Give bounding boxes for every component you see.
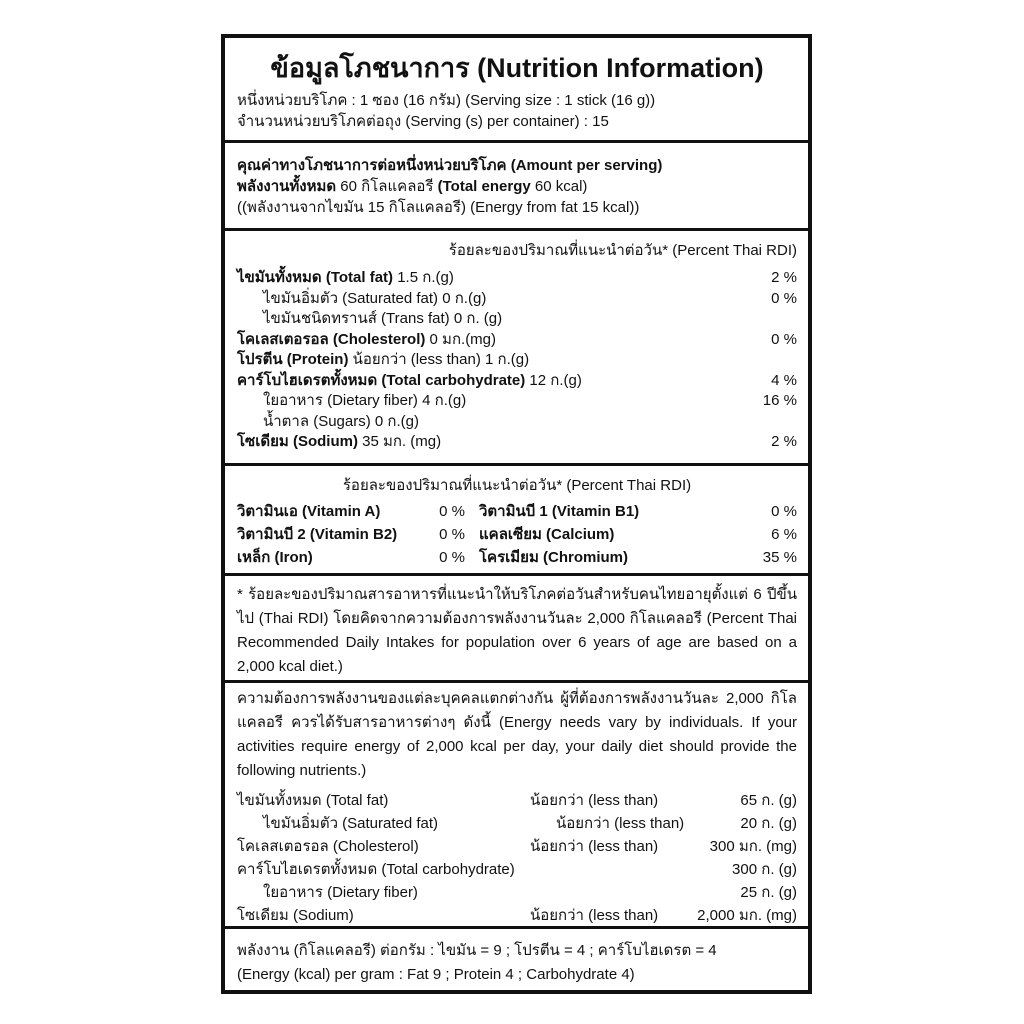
nutrient-rdi-percent: 4 % xyxy=(771,371,797,389)
vitamin-name: วิตามินบี 1 (Vitamin B1) xyxy=(479,503,640,520)
daily-need-name: ไขมันอิ่มตัว (Saturated fat) xyxy=(263,815,439,832)
nutrient-name: โปรตีน (Protein) น้อยกว่า (less than) 1 ก.(g) xyxy=(237,351,530,368)
nutrient-rdi-percent: 2 % xyxy=(771,433,797,450)
nutrient-row xyxy=(237,350,797,371)
daily-need-condition xyxy=(556,881,706,904)
daily-need-condition xyxy=(530,858,680,881)
vitamin-name: แคลเซียม (Calcium) xyxy=(479,526,615,543)
daily-need-name: คาร์โบไฮเดรตทั้งหมด (Total carbohydrate) xyxy=(237,861,515,878)
nutrient-name: โคเลสเตอรอล (Cholesterol) 0 มก.(mg) xyxy=(237,330,497,348)
header-section xyxy=(225,48,808,132)
nutrient-name: ไขมันอิ่มตัว (Saturated fat) 0 ก.(g) xyxy=(263,289,487,307)
daily-needs-list xyxy=(237,789,797,927)
daily-need-amount: 300 ก. (g) xyxy=(732,861,797,878)
nutrient-rdi-percent: 16 % xyxy=(762,392,797,409)
vitamin-percent: 6 % xyxy=(771,526,797,543)
serving-size: หนึ่งหน่วยบริโภค : 1 ซอง (16 กรัม) (Serving size : 1 stick (16 g)) xyxy=(237,92,656,109)
daily-needs-intro: ความต้องการพลังงานของแต่ละบุคคลแตกต่างกัน ผู้ที่ต้องการพลังงานวันละ 2,000 กิโลแคลอรี ควรได้รับสารอาหารต่างๆ ดังนี้ (Energy needs vary by individuals. If your activities require energy of 2,000 kcal per day, your daily diet should provide the following nutrients.) xyxy=(237,690,797,779)
vitamin-row xyxy=(237,500,797,523)
daily-need-amount: 2,000 มก. (mg) xyxy=(697,907,797,924)
nutrition-label-panel xyxy=(221,34,812,994)
amount-heading: คุณค่าทางโภชนาการต่อหนึ่งหน่วยบริโภค (Amount per serving) xyxy=(237,157,663,174)
nutrient-rdi-percent: 0 % xyxy=(771,289,797,307)
daily-need-row xyxy=(237,904,797,927)
daily-need-condition: น้อยกว่า (less than) xyxy=(530,907,659,924)
daily-need-row xyxy=(237,835,797,858)
nutrient-name: ไขมันชนิดทรานส์ (Trans fat) 0 ก. (g) xyxy=(263,310,503,327)
divider xyxy=(225,228,808,231)
rdi-header: ร้อยละของปริมาณที่แนะนำต่อวัน* (Percent Thai RDI) xyxy=(448,242,797,259)
total-energy: พลังงานทั้งหมด 60 กิโลแคลอรี (Total energy 60 kcal) xyxy=(237,178,588,195)
energy-per-gram-en: (Energy (kcal) per gram : Fat 9 ; Protein 4 ; Carbohydrate 4) xyxy=(237,966,635,983)
daily-need-amount: 25 ก. (g) xyxy=(740,884,797,901)
nutrient-rdi-percent: 0 % xyxy=(771,330,797,348)
daily-need-name: โซเดียม (Sodium) xyxy=(237,907,354,924)
vitamin-list xyxy=(237,500,797,569)
energy-per-gram-th: พลังงาน (กิโลแคลอรี) ต่อกรัม : ไขมัน = 9 ; โปรตีน = 4 ; คาร์โบไฮเดรต = 4 xyxy=(237,942,717,959)
nutrient-row xyxy=(237,309,797,330)
vitamin-row xyxy=(237,546,797,569)
daily-need-amount: 300 มก. (mg) xyxy=(709,838,797,855)
nutrient-name: คาร์โบไฮเดรตทั้งหมด (Total carbohydrate) 12 ก.(g) xyxy=(237,371,582,389)
divider xyxy=(225,680,808,683)
daily-need-row xyxy=(237,881,797,904)
servings-per-container: จำนวนหน่วยบริโภคต่อถุง (Serving (s) per container) : 15 xyxy=(237,113,609,130)
divider xyxy=(225,140,808,143)
nutrient-row xyxy=(237,371,797,392)
nutrient-rdi-percent: 2 % xyxy=(771,269,797,286)
daily-need-condition: น้อยกว่า (less than) xyxy=(556,815,685,832)
energy-per-gram-section xyxy=(225,939,808,987)
vitamin-name: วิตามินบี 2 (Vitamin B2) xyxy=(237,526,398,543)
nutrient-row xyxy=(237,268,797,289)
nutrient-row xyxy=(237,289,797,310)
nutrient-name: ไขมันทั้งหมด (Total fat) 1.5 ก.(g) xyxy=(237,269,454,286)
vitamin-name: วิตามินเอ (Vitamin A) xyxy=(237,503,381,520)
divider xyxy=(225,573,808,576)
daily-need-amount: 20 ก. (g) xyxy=(740,815,797,832)
vitamin-name: โครเมียม (Chromium) xyxy=(479,549,628,566)
daily-need-row xyxy=(237,812,797,835)
vitamin-percent: 0 % xyxy=(439,526,465,543)
nutrient-row xyxy=(237,432,797,453)
nutrient-row xyxy=(237,330,797,351)
nutrient-list xyxy=(237,268,797,453)
daily-need-condition: น้อยกว่า (less than) xyxy=(530,838,659,855)
daily-need-name: โคเลสเตอรอล (Cholesterol) xyxy=(237,838,419,855)
vitamin-percent: 0 % xyxy=(771,503,797,520)
nutrients-section xyxy=(225,240,808,453)
vitamin-name: เหล็ก (Iron) xyxy=(237,549,313,566)
daily-need-amount: 65 ก. (g) xyxy=(740,792,797,809)
daily-need-name: ใยอาหาร (Dietary fiber) xyxy=(263,884,418,901)
divider xyxy=(225,463,808,466)
vitamins-section xyxy=(225,475,808,569)
nutrient-row xyxy=(237,391,797,412)
footnote-section xyxy=(225,583,808,679)
rdi-footnote: * ร้อยละของปริมาณสารอาหารที่แนะนำให้บริโภคต่อวันสำหรับคนไทยอายุตั้งแต่ 6 ปีขึ้นไป (Thai RDI) โดยคิดจากความต้องการพลังงานวันละ 2,000 กิโลแคลอรี (Percent Thai Recommended Daily Intakes for population over 6 years of age are based on a 2,000 kcal diet.) xyxy=(237,586,797,675)
vitamin-row xyxy=(237,523,797,546)
energy-from-fat: ((พลังงานจากไขมัน 15 กิโลแคลอรี) (Energy from fat 15 kcal)) xyxy=(237,199,640,216)
vitamin-percent: 35 % xyxy=(762,549,797,566)
daily-needs-section xyxy=(225,687,808,927)
daily-need-name: ไขมันทั้งหมด (Total fat) xyxy=(237,792,389,809)
daily-need-condition: น้อยกว่า (less than) xyxy=(530,792,659,809)
vitamin-percent: 0 % xyxy=(439,549,465,566)
daily-need-row xyxy=(237,858,797,881)
amount-section xyxy=(225,155,808,218)
vitamins-rdi-header: ร้อยละของปริมาณที่แนะนำต่อวัน* (Percent Thai RDI) xyxy=(342,477,692,494)
divider xyxy=(225,926,808,929)
vitamin-percent: 0 % xyxy=(439,503,465,520)
nutrient-row xyxy=(237,412,797,433)
nutrient-name: โซเดียม (Sodium) 35 มก. (mg) xyxy=(237,433,442,450)
nutrient-name: น้ำตาล (Sugars) 0 ก.(g) xyxy=(263,412,419,430)
daily-need-row xyxy=(237,789,797,812)
label-title: ข้อมูลโภชนาการ (Nutrition Information) xyxy=(270,53,764,83)
nutrient-name: ใยอาหาร (Dietary fiber) 4 ก.(g) xyxy=(263,392,467,409)
